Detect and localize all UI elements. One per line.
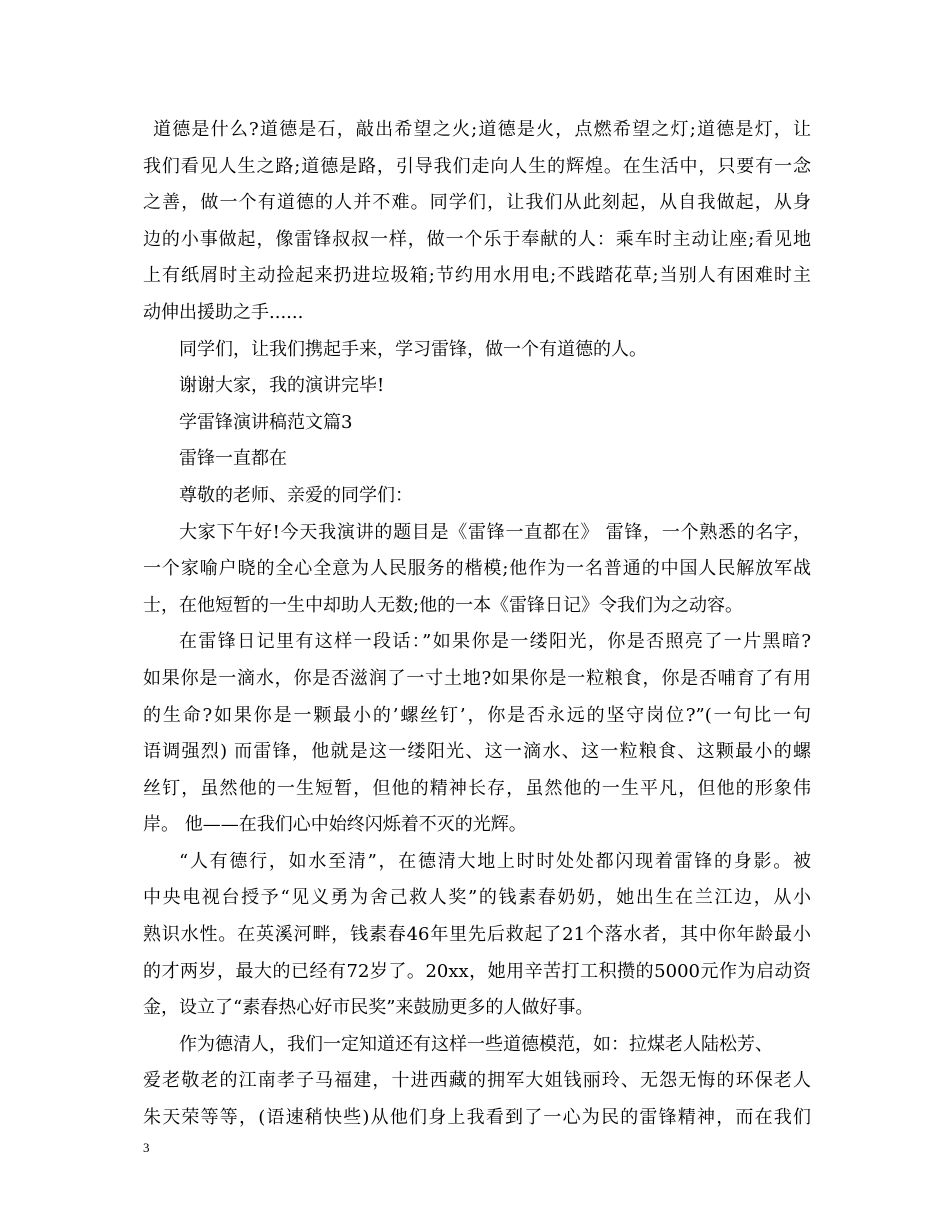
text-line: 的生命?如果你是一颗最小的’螺丝钉’，你是否永远的坚守岗位?”(一句比一句 — [143, 704, 811, 726]
text-line: 之善，做一个有道德的人并不难。同学们，让我们从此刻起，从自我做起，从身 — [143, 192, 811, 214]
page-number: 3 — [143, 1140, 150, 1155]
text-line: 如果你是一滴水，你是否滋润了一寸土地?如果你是一粒粮食，你是否哺育了有用 — [143, 667, 811, 689]
text-line: 中央电视台授予“见义勇为舍己救人奖”的钱素春奶奶，她出生在兰江边，从小 — [143, 887, 811, 909]
text-line: 金，设立了“素春热心好市民奖”来鼓励更多的人做好事。 — [143, 997, 594, 1019]
text-line: 朱天荣等等，(语速稍快些)从他们身上我看到了一心为民的雷锋精神，而在我们 — [143, 1107, 811, 1129]
section-heading: 学雷锋演讲稿范文篇3 — [179, 411, 353, 433]
text-line: “人有德行，如水至清”，在德清大地上时时处处都闪现着雷锋的身影。被 — [179, 850, 811, 872]
text-line: 作为德清人，我们一定知道还有这样一些道德模范，如：拉煤老人陆松芳、 — [179, 1033, 773, 1055]
text-line: 边的小事做起，像雷锋叔叔一样，做一个乐于奉献的人：乘车时主动让座;看见地 — [143, 228, 811, 250]
text-line: 的才两岁，最大的已经有72岁了。20xx，她用辛苦打工积攒的5000元作为启动资 — [143, 960, 811, 982]
document-body — [143, 112, 811, 1137]
speech-title: 雷锋一直都在 — [179, 448, 287, 470]
text-line: 熟识水性。在英溪河畔，钱素春46年里先后救起了21个落水者，其中你年龄最小 — [143, 924, 811, 946]
text-line: 动伸出援助之手...... — [143, 301, 304, 323]
text-line: 语调强烈) 而雷锋，他就是这一缕阳光、这一滴水、这一粒粮食、这颗最小的螺 — [143, 741, 811, 763]
text-line: 一个家喻户晓的全心全意为人民服务的楷模;他作为一名普通的中国人民解放军战 — [143, 558, 811, 580]
text-line: 谢谢大家，我的演讲完毕! — [179, 375, 385, 397]
text-line: 道德是什么?道德是石，敲出希望之火;道德是火，点燃希望之灯;道德是灯，让 — [153, 119, 811, 140]
text-line: 我们看见人生之路;道德是路，引导我们走向人生的辉煌。在生活中，只要有一念 — [143, 155, 811, 177]
text-line: 同学们，让我们携起手来，学习雷锋，做一个有道德的人。 — [179, 338, 647, 360]
text-line: 岸。 他——在我们心中始终闪烁着不灭的光辉。 — [143, 814, 527, 836]
text-line: 在雷锋日记里有这样一段话：”如果你是一缕阳光，你是否照亮了一片黑暗? — [179, 631, 811, 653]
text-line: 丝钉，虽然他的一生短暂，但他的精神长存，虽然他的一生平凡，但他的形象伟 — [143, 777, 811, 799]
text-line: 士，在他短暂的一生中却助人无数;他的一本《雷锋日记》令我们为之动容。 — [143, 594, 744, 616]
text-line: 爱老敬老的江南孝子马福建，十进西藏的拥军大姐钱丽玲、无怨无悔的环保老人 — [143, 1070, 811, 1092]
salutation: 尊敬的老师、亲爱的同学们： — [179, 484, 413, 506]
text-line: 大家下午好!今天我演讲的题目是《雷锋一直都在》 雷锋，一个熟悉的名字， — [179, 521, 811, 543]
text-line: 上有纸屑时主动捡起来扔进垃圾箱;节约用水用电;不践踏花草;当别人有困难时主 — [143, 265, 811, 287]
